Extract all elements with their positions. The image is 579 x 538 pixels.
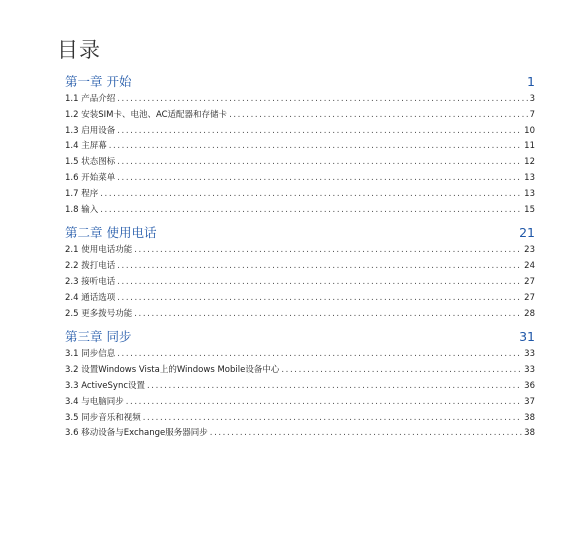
- toc-entry-label: 1.2 安装SIM卡、电池、AC适配器和存储卡: [65, 109, 228, 120]
- dot-leader: [117, 92, 527, 108]
- toc-entry-page: 23: [524, 245, 535, 256]
- dot-leader: [126, 395, 522, 411]
- dot-leader: [229, 108, 528, 124]
- toc-entry-page: 13: [524, 172, 535, 183]
- dot-leader: [117, 275, 522, 291]
- toc-entry[interactable]: [65, 243, 535, 259]
- toc-entry[interactable]: [65, 291, 535, 307]
- toc-entry-label: 2.4 通话选项: [65, 292, 116, 303]
- toc-entry[interactable]: [65, 363, 535, 379]
- toc-entry[interactable]: [65, 347, 535, 363]
- toc-entry-label: 2.3 接听电话: [65, 276, 116, 287]
- toc-entry-page: 12: [524, 157, 535, 168]
- dot-leader: [210, 426, 522, 442]
- toc-entry[interactable]: [65, 411, 535, 427]
- toc-entry[interactable]: [65, 395, 535, 411]
- toc-entry[interactable]: [65, 259, 535, 275]
- toc-entry-page: 3: [529, 94, 535, 104]
- dot-leader: [100, 187, 522, 203]
- toc-entry-label: 3.2 设置Windows Vista上的Windows Mobile设备中心: [65, 365, 280, 376]
- toc-entry-label: 2.1 使用电话功能: [65, 245, 133, 256]
- dot-leader: [281, 363, 522, 379]
- dot-leader: [100, 203, 522, 219]
- chapter-page-number: 21: [519, 225, 535, 241]
- toc-entry[interactable]: [65, 426, 535, 442]
- dot-leader: [109, 139, 522, 155]
- dot-leader: [117, 291, 522, 307]
- toc-entry-page: 27: [524, 276, 535, 287]
- toc-entry[interactable]: [65, 124, 535, 140]
- toc-entry-label: 3.1 同步信息: [65, 349, 116, 360]
- toc-entry[interactable]: [65, 139, 535, 155]
- chapter-title: 第一章 开始: [65, 74, 132, 89]
- toc-entry[interactable]: [65, 275, 535, 291]
- chapter-title: 第三章 同步: [65, 329, 132, 345]
- toc-entry-page: 36: [524, 380, 535, 391]
- toc-entry-label: 3.6 移动设备与Exchange服务器同步: [65, 428, 208, 439]
- chapter-page-number: 31: [519, 329, 535, 345]
- toc-entry-page: 27: [524, 292, 535, 303]
- toc-entry[interactable]: [65, 155, 535, 171]
- dot-leader: [143, 411, 522, 427]
- toc-entry[interactable]: [65, 307, 535, 323]
- toc-entry-page: 38: [524, 412, 535, 423]
- toc-entry[interactable]: [65, 171, 535, 187]
- toc-entry-label: 2.2 拨打电话: [65, 261, 116, 272]
- toc-entry-label: 1.4 主屏幕: [65, 141, 107, 152]
- chapter-heading[interactable]: [65, 223, 535, 243]
- toc-entry[interactable]: [65, 92, 535, 108]
- toc-entry-page: 33: [524, 365, 535, 376]
- dot-leader: [117, 124, 522, 140]
- toc-entry-page: 28: [524, 308, 535, 319]
- toc-entry-page: 24: [524, 261, 535, 272]
- toc-entry-page: 13: [524, 188, 535, 199]
- chapter-heading[interactable]: [65, 72, 535, 92]
- toc-entry-label: 1.7 程序: [65, 188, 99, 199]
- table-of-contents: [65, 72, 535, 447]
- dot-leader: [134, 307, 522, 323]
- toc-entry-label: 3.5 同步音乐和视频: [65, 412, 141, 423]
- toc-entry-page: 11: [524, 141, 535, 152]
- toc-entry-page: 33: [524, 349, 535, 360]
- dot-leader: [117, 259, 522, 275]
- toc-entry[interactable]: [65, 187, 535, 203]
- toc-entry-label: 1.5 状态图标: [65, 157, 116, 168]
- toc-entry-label: 1.8 输入: [65, 204, 99, 215]
- dot-leader: [117, 171, 522, 187]
- chapter-1: [65, 72, 535, 218]
- chapter-3: [65, 327, 535, 442]
- dot-leader: [147, 379, 522, 395]
- toc-entry-label: 2.5 更多拨号功能: [65, 308, 133, 319]
- toc-entry-label: 3.4 与电脑同步: [65, 396, 124, 407]
- toc-entry-page: 10: [524, 125, 535, 136]
- toc-heading: 目录: [57, 38, 101, 62]
- toc-entry[interactable]: [65, 379, 535, 395]
- toc-entry-page: 15: [524, 204, 535, 215]
- toc-entry-page: 38: [524, 428, 535, 439]
- dot-leader: [134, 243, 522, 259]
- toc-entry-label: 1.3 启用设备: [65, 125, 116, 136]
- toc-entry[interactable]: [65, 108, 535, 124]
- toc-entry[interactable]: [65, 203, 535, 219]
- chapter-heading[interactable]: [65, 327, 535, 347]
- dot-leader: [117, 155, 522, 171]
- toc-entry-label: 3.3 ActiveSync设置: [65, 380, 145, 391]
- toc-entry-label: 1.6 开始菜单: [65, 172, 116, 183]
- dot-leader: [117, 347, 522, 363]
- toc-entry-page: 7: [529, 109, 535, 120]
- chapter-2: [65, 223, 535, 322]
- toc-entry-page: 37: [524, 396, 535, 407]
- toc-entry-label: 1.1 产品介绍: [65, 94, 116, 104]
- chapter-title: 第二章 使用电话: [65, 225, 157, 241]
- chapter-page-number: 1: [527, 74, 535, 89]
